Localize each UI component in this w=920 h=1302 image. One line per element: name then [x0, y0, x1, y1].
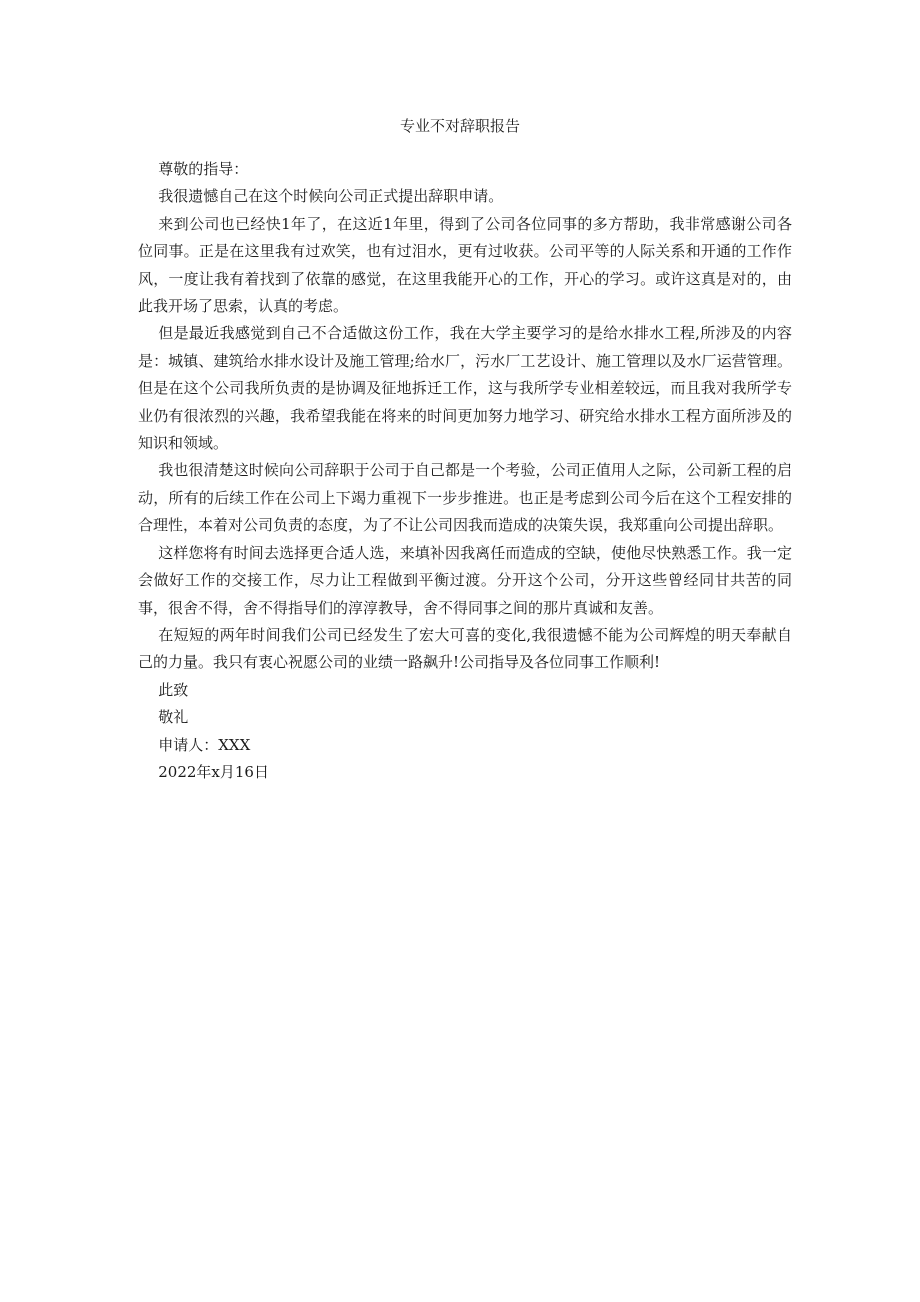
closing-line-2: 敬礼 — [158, 708, 189, 727]
paragraph-6: 在短短的两年时间我们公司已经发生了宏大可喜的变化,我很遗憾不能为公司辉煌的明天奉献自己的力量。我只有衷心祝愿公司的业绩一路飙升!公司指导及各位同事工作顺利! — [138, 625, 792, 672]
document-title: 专业不对辞职报告 — [399, 117, 520, 135]
document-body — [138, 156, 792, 786]
date-line: 2022年x月16日 — [158, 762, 269, 781]
applicant-line: 申请人：XXX — [158, 735, 251, 754]
paragraph-1: 我很遗憾自己在这个时候向公司正式提出辞职申请。 — [158, 187, 504, 206]
paragraph-4: 我也很清楚这时候向公司辞职于公司于自己都是一个考验，公司正值用人之际，公司新工程的启动，所有的后续工作在公司上下竭力重视下一步步推进。也正是考虑到公司今后在这个工程安排的合理性，本着对公司负责的态度，为了不让公司因我而造成的决策失误，我郑重向公司提出辞职。 — [138, 461, 792, 535]
closing-line-1: 此致 — [158, 680, 189, 699]
paragraph-3: 但是最近我感觉到自己不合适做这份工作，我在大学主要学习的是给水排水工程,所涉及的内容是：城镇、建筑给水排水设计及施工管理;给水厂，污水厂工艺设计、施工管理以及水厂运营管理。但是在这个公司我所负责的是协调及征地拆迁工作，这与我所学专业相差较远，而且我对我所学专业仍有很浓烈的兴趣，我希望我能在将来的时间更加努力地学习、研究给水排水工程方面所涉及的知识和领域。 — [138, 324, 792, 453]
paragraph-5: 这样您将有时间去选择更合适人选，来填补因我离任而造成的空缺，使他尽快熟悉工作。我一定会做好工作的交接工作，尽力让工程做到平衡过渡。分开这个公司，分开这些曾经同甘共苦的同事，很舍不得，舍不得指导们的淳淳教导，舍不得同事之间的那片真诚和友善。 — [138, 543, 792, 617]
salutation: 尊敬的指导： — [158, 160, 249, 178]
paragraph-2: 来到公司也已经快1年了，在这近1年里，得到了公司各位同事的多方帮助，我非常感谢公司各位同事。正是在这里我有过欢笑，也有过泪水，更有过收获。公司平等的人际关系和开通的工作作风，一度让我有着找到了依靠的感觉，在这里我能开心的工作，开心的学习。或许这真是对的，由此我开场了思索，认真的考虑。 — [138, 214, 792, 316]
